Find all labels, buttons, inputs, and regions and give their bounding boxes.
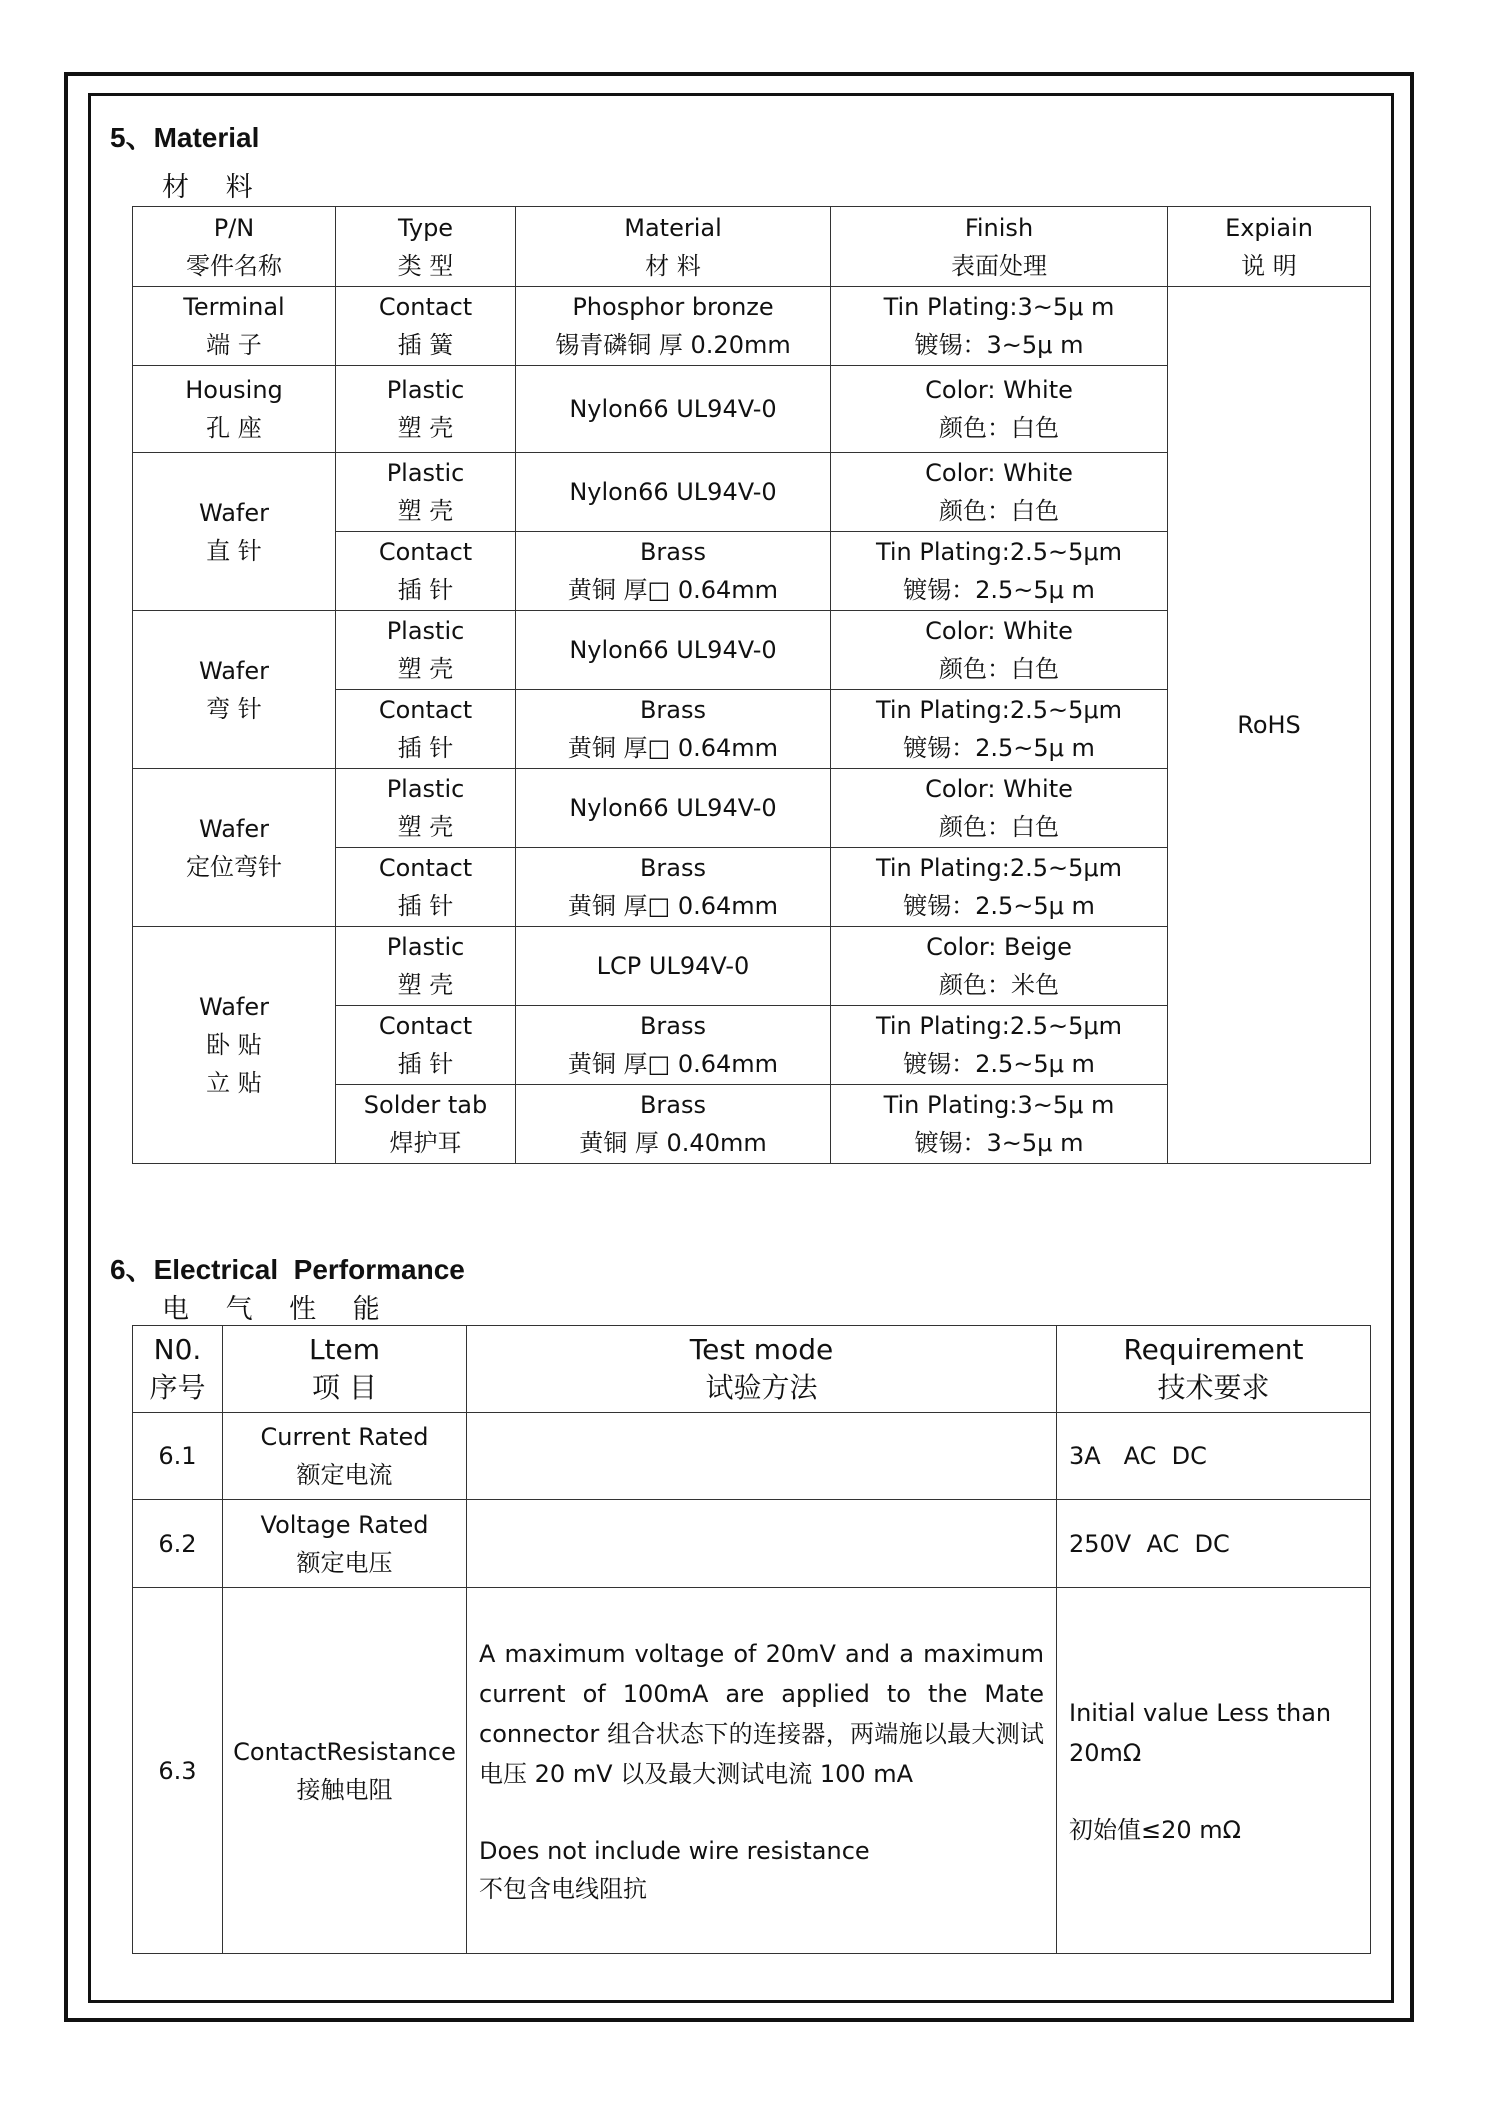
item-cell: Voltage Rated 额定电压 xyxy=(223,1500,467,1588)
electrical-header-row xyxy=(133,1326,1371,1413)
wire-note: Does not include wire resistance xyxy=(479,1836,870,1865)
finish-cell: Color: White 颜色：白色 xyxy=(831,366,1168,453)
table-row xyxy=(133,1413,1371,1500)
header-requirement: Requirement 技术要求 xyxy=(1057,1326,1371,1413)
finish-cell: Color: White 颜色：白色 xyxy=(831,611,1168,690)
test-description: A maximum voltage of 20mV and a maximum current of 100mA are applied to the Mate connector 组合状态下的连接器，两端施以最大测试电压 20 mV 以及最大测试电流 100 mA xyxy=(479,1639,1044,1788)
type-cell: Plastic 塑 壳 xyxy=(336,453,516,532)
finish-cell: Color: Beige 颜色：米色 xyxy=(831,927,1168,1006)
pn-cell: Housing 孔 座 xyxy=(133,366,336,453)
material-cell: LCP UL94V-0 xyxy=(516,927,831,1006)
type-cell: Plastic 塑 壳 xyxy=(336,769,516,848)
finish-cell: Tin Plating:2.5~5μm 镀锡：2.5~5μ m xyxy=(831,848,1168,927)
no-cell: 6.2 xyxy=(133,1500,223,1588)
material-section-title: 5、Material xyxy=(110,122,260,153)
electrical-table xyxy=(132,1325,1371,1954)
type-cell: Plastic 塑 壳 xyxy=(336,611,516,690)
material-cell: Phosphor bronze 锡青磷铜 厚 0.20mm xyxy=(516,287,831,366)
material-table xyxy=(132,206,1371,1164)
test-cell xyxy=(467,1500,1057,1588)
no-cell: 6.3 xyxy=(133,1588,223,1954)
finish-cell: Tin Plating:3~5μ m 镀锡：3~5μ m xyxy=(831,287,1168,366)
item-cell: ContactResistance 接触电阻 xyxy=(223,1588,467,1954)
requirement-cell: 3A AC DC xyxy=(1057,1413,1371,1500)
material-cell: Brass 黄铜 厚□ 0.64mm xyxy=(516,848,831,927)
requirement-cell: 250V AC DC xyxy=(1057,1500,1371,1588)
requirement-text: Initial value Less than 20mΩ xyxy=(1069,1698,1332,1767)
material-cell: Brass 黄铜 厚 0.40mm xyxy=(516,1085,831,1164)
type-cell: Plastic 塑 壳 xyxy=(336,366,516,453)
type-cell: Contact 插 针 xyxy=(336,848,516,927)
header-no: N0. 序号 xyxy=(133,1326,223,1413)
pn-cell: Wafer 卧 贴 立 贴 xyxy=(133,927,336,1164)
finish-cell: Tin Plating:2.5~5μm 镀锡：2.5~5μ m xyxy=(831,532,1168,611)
table-row xyxy=(133,1588,1371,1954)
test-cell xyxy=(467,1588,1057,1954)
header-finish: Finish 表面处理 xyxy=(831,207,1168,287)
type-cell: Solder tab 焊护耳 xyxy=(336,1085,516,1164)
material-cell: Nylon66 UL94V-0 xyxy=(516,769,831,848)
material-cell: Nylon66 UL94V-0 xyxy=(516,453,831,532)
table-row xyxy=(133,287,1371,366)
material-header-row xyxy=(133,207,1371,287)
header-type: Type 类 型 xyxy=(336,207,516,287)
pn-cell: Terminal 端 子 xyxy=(133,287,336,366)
material-cell: Nylon66 UL94V-0 xyxy=(516,611,831,690)
electrical-section-title: 6、Electrical Performance xyxy=(110,1254,465,1285)
requirement-text-cn: 初始值≤20 mΩ xyxy=(1069,1815,1241,1844)
table-row xyxy=(133,1500,1371,1588)
header-test-mode: Test mode 试验方法 xyxy=(467,1326,1057,1413)
pn-cell: Wafer 定位弯针 xyxy=(133,769,336,927)
type-cell: Contact 插 簧 xyxy=(336,287,516,366)
header-item: Ltem 项 目 xyxy=(223,1326,467,1413)
finish-cell: Tin Plating:3~5μ m 镀锡：3~5μ m xyxy=(831,1085,1168,1164)
test-cell xyxy=(467,1413,1057,1500)
no-cell: 6.1 xyxy=(133,1413,223,1500)
finish-cell: Tin Plating:2.5~5μm 镀锡：2.5~5μ m xyxy=(831,1006,1168,1085)
explain-cell: RoHS xyxy=(1168,287,1371,1164)
header-explain: Expiain 说 明 xyxy=(1168,207,1371,287)
material-cell: Nylon66 UL94V-0 xyxy=(516,366,831,453)
material-cell: Brass 黄铜 厚□ 0.64mm xyxy=(516,1006,831,1085)
item-cell: Current Rated 额定电流 xyxy=(223,1413,467,1500)
pn-cell: Wafer 弯 针 xyxy=(133,611,336,769)
header-pn: P/N 零件名称 xyxy=(133,207,336,287)
header-material: Material 材 料 xyxy=(516,207,831,287)
material-cell: Brass 黄铜 厚□ 0.64mm xyxy=(516,690,831,769)
wire-note-cn: 不包含电线阻抗 xyxy=(479,1874,647,1903)
material-cell: Brass 黄铜 厚□ 0.64mm xyxy=(516,532,831,611)
type-cell: Contact 插 针 xyxy=(336,690,516,769)
finish-cell: Color: White 颜色：白色 xyxy=(831,769,1168,848)
type-cell: Contact 插 针 xyxy=(336,532,516,611)
finish-cell: Color: White 颜色：白色 xyxy=(831,453,1168,532)
electrical-section-subtitle: 电 气 性 能 xyxy=(162,1294,394,1325)
pn-cell: Wafer 直 针 xyxy=(133,453,336,611)
type-cell: Contact 插 针 xyxy=(336,1006,516,1085)
material-section-subtitle: 材 料 xyxy=(162,172,267,203)
type-cell: Plastic 塑 壳 xyxy=(336,927,516,1006)
finish-cell: Tin Plating:2.5~5μm 镀锡：2.5~5μ m xyxy=(831,690,1168,769)
requirement-cell xyxy=(1057,1588,1371,1954)
